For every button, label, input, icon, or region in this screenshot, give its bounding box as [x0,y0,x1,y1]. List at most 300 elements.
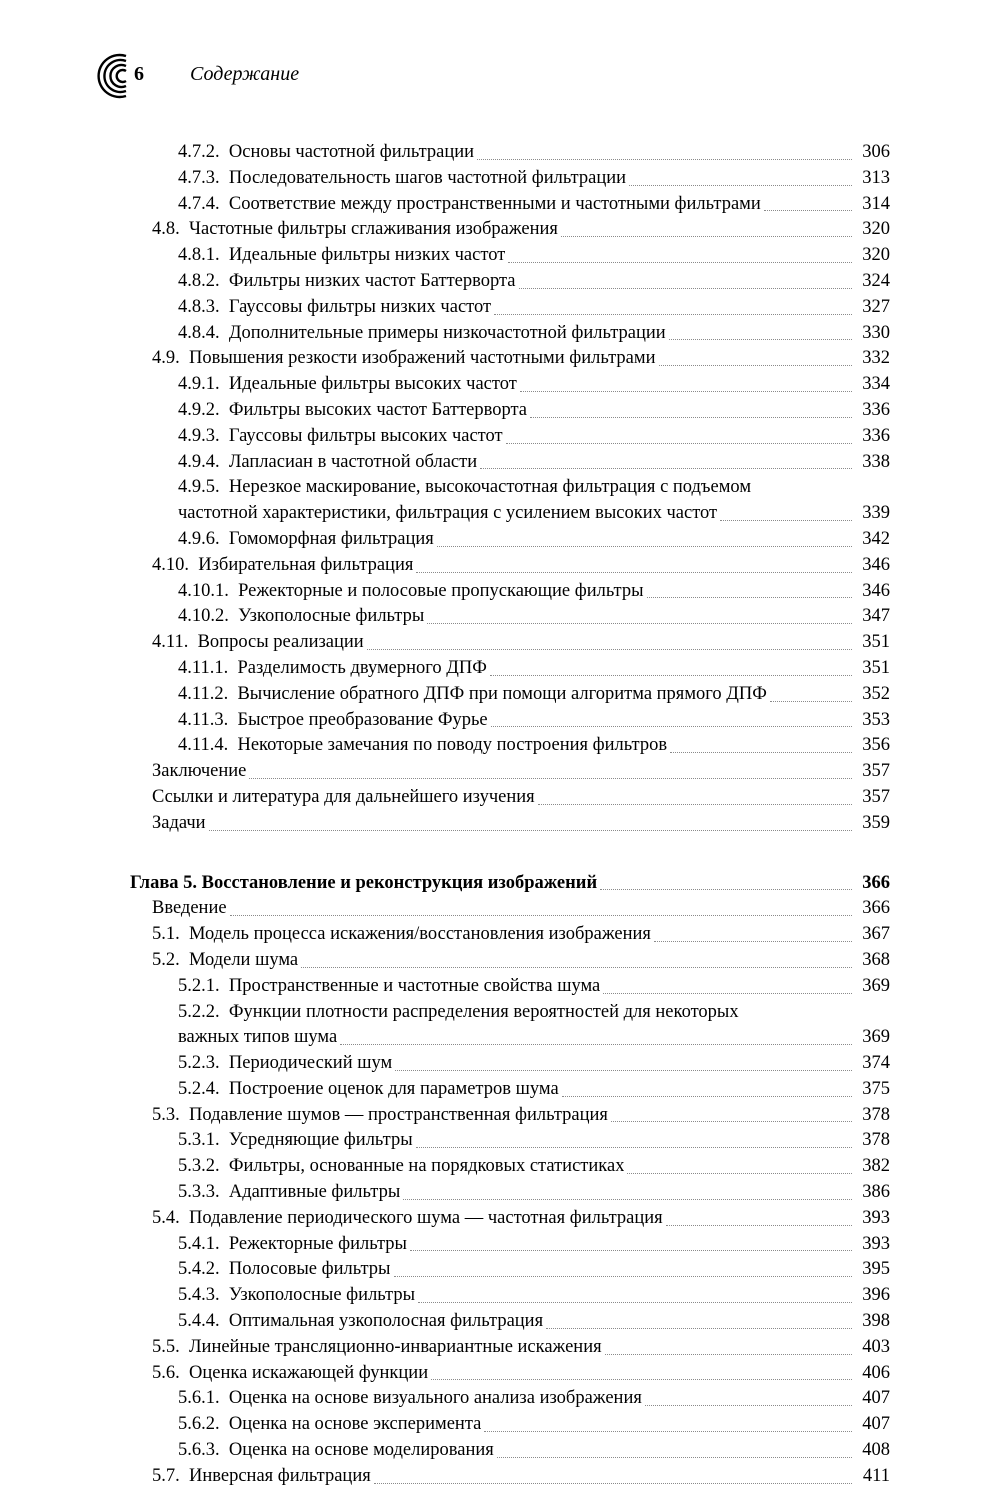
toc-page-number: 332 [862,348,890,369]
toc-entry-label [152,759,246,785]
toc-entry[interactable] [152,948,890,974]
toc-leader-dots [367,648,852,650]
toc-entry-text: Нерезкое маскирование, высокочастотная фильтрация с подъемом [228,477,752,498]
toc-entry-number: 4.11.3. [178,709,238,730]
toc-entry-text: Дополнительные примеры низкочастотной фильтрации [228,322,666,343]
toc-page-number: 336 [862,425,890,446]
toc-entry-number: 5.3.3. [178,1182,229,1203]
toc-entry-label [152,785,535,811]
toc-entry-label [152,922,651,948]
toc-entry-label [178,1051,392,1077]
toc-leader-dots [477,158,852,160]
toc-entry-label [152,1464,371,1490]
toc-entry-number: 5.3. [152,1104,189,1125]
toc-entry-text: Некоторые замечания по поводу построения фильтров [237,735,668,756]
toc-entry-label [178,1283,415,1309]
toc-entry-number: 4.8.4. [178,322,229,343]
toc-entry-text: Глава 5. Восстановление и реконструкция изображений [130,872,598,893]
toc-entry-label [178,527,434,553]
toc-entry[interactable] [178,398,890,424]
toc-leader-dots [770,700,852,702]
toc-leader-dots [627,1172,852,1174]
toc-entry-label [152,1103,608,1129]
toc-entry-number: 5.4.2. [178,1259,229,1280]
toc-entry[interactable] [178,1025,890,1051]
toc-entry-text: важных типов шума [178,1027,338,1048]
toc-entry[interactable] [178,475,890,501]
toc-entry[interactable] [178,974,890,1000]
toc-entry-label [178,321,666,347]
toc-entry-label [178,1077,559,1103]
toc-entry[interactable] [178,424,890,450]
toc-leader-dots [506,442,852,444]
toc-entry-label [178,372,517,398]
toc-entry-number: 5.2.4. [178,1078,229,1099]
toc-entry[interactable] [178,450,890,476]
toc-entry-number: 4.11.4. [178,735,238,756]
toc-page-number: 327 [862,296,890,317]
toc-entry-text: Быстрое преобразование Фурье [237,709,488,730]
toc-entry-number: 4.9.4. [178,451,229,472]
toc-entry-number: 5.4. [152,1207,189,1228]
toc-page-number: 351 [862,632,890,653]
toc-page-number: 347 [862,606,890,627]
toc-entry[interactable] [178,1386,890,1412]
toc-page-number: 338 [862,451,890,472]
page-number: 6 [134,63,144,85]
toc-entry-label [178,656,487,682]
toc-entry[interactable] [178,656,890,682]
toc-entry-label [178,450,477,476]
toc-entry-label [152,1206,663,1232]
toc-page-number: 393 [862,1233,890,1254]
toc-page-number: 378 [862,1130,890,1151]
toc-entry-label [178,974,600,1000]
toc-entry-label [178,295,491,321]
toc-entry-number: 5.2.1. [178,975,229,996]
toc-entry-text: Линейные трансляционно-инвариантные искажения [189,1336,602,1357]
toc-entry-text: Ссылки и литература для дальнейшего изучения [152,786,535,807]
toc-page-number: 386 [862,1182,890,1203]
toc-entry-number: 4.8.1. [178,245,229,266]
toc-leader-dots [416,1146,852,1148]
toc-entry-label [152,1335,602,1361]
toc-entry-number: 5.6.1. [178,1388,229,1409]
toc-page-number: 357 [862,786,890,807]
toc-entry-text: Введение [152,898,227,919]
toc-entry[interactable] [178,1309,890,1335]
toc-entry-text: Режекторные и полосовые пропускающие фильтры [238,580,644,601]
toc-entry-number: 5.7. [152,1465,189,1486]
toc-entry[interactable] [178,1412,890,1438]
toc-leader-dots [603,992,852,994]
toc-leader-dots [605,1353,852,1355]
toc-entry-label [178,501,717,527]
toc-page-number: 313 [862,167,890,188]
toc-leader-dots [484,1430,852,1432]
toc-entry-label [178,1386,642,1412]
toc-entry[interactable] [178,243,890,269]
toc-entry[interactable] [178,1051,890,1077]
toc-leader-dots [600,888,852,890]
toc-entry-number: 4.9.2. [178,399,229,420]
toc-entry-number: 5.2. [152,949,189,970]
toc-entry-number: 5.2.3. [178,1053,229,1074]
toc-entry-number: 5.1. [152,924,189,945]
toc-leader-dots [629,184,852,186]
toc-entry-label [178,579,644,605]
toc-entry-text: Фильтры, основанные на порядковых статистиках [228,1156,625,1177]
toc-page-number: 395 [862,1259,890,1280]
toc-page-number: 320 [862,245,890,266]
toc-leader-dots [611,1120,852,1122]
toc-entry-text: Частотные фильтры сглаживания изображения [189,219,558,240]
toc-entry[interactable] [178,295,890,321]
toc-entry[interactable] [152,785,890,811]
toc-entry-text: Лапласиан в частотной области [228,451,478,472]
toc-entry[interactable] [178,1180,890,1206]
toc-leader-dots [230,914,852,916]
toc-entry-text: Функции плотности распределения вероятностей для некоторых [228,1001,739,1022]
toc-entry-label [178,1309,543,1335]
toc-leader-dots [427,622,852,624]
toc-entry[interactable] [152,1335,890,1361]
toc-entry-text: Гауссовы фильтры высоких частот [228,425,503,446]
toc-page-number: 342 [862,528,890,549]
table-of-contents [130,140,890,1490]
toc-entry-text: Вопросы реализации [197,632,364,653]
toc-entry-label [178,192,761,218]
toc-entry-number: 4.8.3. [178,296,229,317]
toc-entry-label [178,398,527,424]
toc-entry-text: Модель процесса искажения/восстановления изображения [189,924,651,945]
toc-leader-dots [394,1275,853,1277]
toc-page-number: 314 [862,193,890,214]
toc-page-number: 396 [862,1285,890,1306]
toc-entry[interactable] [152,1464,890,1490]
section-gap [130,837,890,871]
toc-entry-number: 5.6.3. [178,1440,229,1461]
toc-page-number: 403 [862,1336,890,1357]
toc-entry-text: Идеальные фильтры высоких частот [228,374,517,395]
toc-entry-label [178,1257,391,1283]
toc-page-number: 369 [862,1027,890,1048]
toc-entry-text: Заключение [152,761,247,782]
toc-entry-text: Оценка искажающей функции [189,1362,429,1383]
toc-entry[interactable] [178,1438,890,1464]
toc-entry-number: 5.3.2. [178,1156,229,1177]
toc-entry[interactable] [152,811,890,837]
toc-entry-number: 4.8. [152,219,189,240]
toc-entry-text: Идеальные фильтры низких частот [228,245,506,266]
toc-entry-label [178,1412,481,1438]
toc-page-number: 374 [862,1053,890,1074]
toc-leader-dots [520,390,852,392]
toc-page-number: 398 [862,1311,890,1332]
toc-entry-text: Модели шума [189,949,299,970]
toc-leader-dots [480,467,852,469]
toc-leader-dots [340,1043,852,1045]
toc-entry-text: Избирательная фильтрация [198,554,414,575]
toc-entry-text: Последовательность шагов частотной фильтрации [228,167,627,188]
toc-entry-number: 4.11.1. [178,657,238,678]
toc-page-number: 357 [862,761,890,782]
toc-page-number: 320 [862,219,890,240]
toc-entry-label [178,1154,624,1180]
toc-page-number: 378 [862,1104,890,1125]
toc-entry-number: 4.10.2. [178,606,239,627]
toc-entry-text: Повышения резкости изображений частотными фильтрами [189,348,656,369]
toc-leader-dots [654,940,852,942]
toc-entry[interactable] [152,346,890,372]
toc-leader-dots [764,209,852,211]
toc-page-number: 306 [862,142,890,162]
toc-page-number: 375 [862,1078,890,1099]
toc-leader-dots [647,596,852,598]
toc-entry-label [152,896,227,922]
toc-entry-text: Фильтры высоких частот Баттерворта [228,399,528,420]
toc-page-number: 352 [862,683,890,704]
toc-leader-dots [670,751,852,753]
toc-entry-label [178,424,503,450]
toc-entry-number: 5.6. [152,1362,189,1383]
toc-entry-text: Узкополосные фильтры [238,606,425,627]
toc-leader-dots [410,1249,852,1251]
toc-entry-text: Пространственные и частотные свойства шума [228,975,601,996]
toc-entry-text: частотной характеристики, фильтрация с усилением высоких частот [178,503,718,524]
toc-page-number: 346 [862,554,890,575]
toc-entry[interactable] [152,1361,890,1387]
toc-entry-number: 4.10. [152,554,199,575]
toc-entry-number: 4.7.3. [178,167,229,188]
toc-page-number: 393 [862,1207,890,1228]
toc-entry-number: 4.11. [152,632,198,653]
toc-leader-dots [508,261,852,263]
toc-entry[interactable] [152,759,890,785]
toc-page-number: 367 [862,924,890,945]
toc-entry-number: 5.5. [152,1336,189,1357]
toc-entry[interactable] [178,1154,890,1180]
toc-leader-dots [491,725,852,727]
toc-entry[interactable] [152,1206,890,1232]
toc-leader-dots [249,777,852,779]
toc-entry[interactable] [152,896,890,922]
toc-leader-dots [669,338,852,340]
toc-entry[interactable] [152,922,890,948]
toc-entry-label [178,708,488,734]
toc-entry[interactable] [178,1000,890,1026]
toc-entry-number: 5.2.2. [178,1001,229,1022]
toc-page-number: 351 [862,657,890,678]
toc-entry-text: Оценка на основе визуального анализа изображения [228,1388,642,1409]
toc-leader-dots [494,313,852,315]
page-header [96,52,856,112]
toc-entry[interactable] [152,630,890,656]
toc-leader-dots [403,1198,852,1200]
toc-leader-dots [416,571,852,573]
toc-entry-number: 5.4.3. [178,1285,229,1306]
toc-entry-label [152,346,656,372]
toc-entry[interactable] [178,708,890,734]
toc-entry[interactable] [178,733,890,759]
toc-entry-number: 4.9.3. [178,425,229,446]
toc-page-number: 411 [862,1465,890,1486]
toc-leader-dots [645,1404,852,1406]
toc-page-number: 359 [862,812,890,833]
toc-entry-text: Оценка на основе моделирования [228,1440,494,1461]
toc-entry-label [178,1438,494,1464]
toc-entry-text: Соответствие между пространственными и частотными фильтрами [228,193,761,214]
toc-entry-number: 4.10.1. [178,580,239,601]
toc-entry-text: Усредняющие фильтры [228,1130,413,1151]
toc-leader-dots [301,966,852,968]
toc-page-number: 408 [862,1440,890,1461]
toc-entry[interactable] [178,1283,890,1309]
toc-entry-text: Периодический шум [228,1053,393,1074]
toc-entry[interactable] [178,1232,890,1258]
toc-entry-number: 4.7.4. [178,193,229,214]
toc-entry-label [178,1025,337,1051]
toc-entry-text: Полосовые фильтры [228,1259,391,1280]
toc-entry[interactable] [178,527,890,553]
toc-leader-dots [659,364,853,366]
toc-entry-text: Режекторные фильтры [228,1233,407,1254]
toc-entry-number: 5.6.2. [178,1414,229,1435]
toc-entry-text: Инверсная фильтрация [189,1465,371,1486]
toc-entry-number: 4.7.2. [178,142,229,162]
toc-leader-dots [437,545,852,547]
toc-entry-text: Фильтры низких частот Баттерворта [228,270,516,291]
toc-entry-number: 5.4.4. [178,1311,229,1332]
toc-entry-label [178,1000,739,1026]
toc-entry-label [178,166,626,192]
toc-entry-label [178,604,424,630]
toc-entry-text: Построение оценок для параметров шума [228,1078,559,1099]
toc-entry-text: Гауссовы фильтры низких частот [228,296,492,317]
toc-entry-number: 4.9.6. [178,528,229,549]
toc-entry-label [178,140,474,166]
toc-entry[interactable] [178,604,890,630]
toc-entry-number: 4.8.2. [178,270,229,291]
toc-entry[interactable] [178,1077,890,1103]
toc-page-number: 324 [862,270,890,291]
toc-entry-label [152,217,558,243]
toc-entry[interactable] [152,217,890,243]
toc-page-number: 407 [862,1388,890,1409]
toc-entry[interactable] [178,321,890,347]
toc-entry-text: Оценка на основе эксперимента [228,1414,482,1435]
toc-entry-text: Адаптивные фильтры [228,1182,401,1203]
toc-entry-label [152,948,298,974]
toc-leader-dots [395,1069,852,1071]
toc-chapter-entry[interactable] [130,871,890,897]
toc-leader-dots [418,1301,852,1303]
toc-entry[interactable] [178,372,890,398]
toc-entry-text: Подавление шумов — пространственная фильтрация [189,1104,608,1125]
toc-leader-dots [374,1482,852,1484]
toc-leader-dots [538,803,852,805]
toc-leader-dots [530,416,852,418]
toc-entry-text: Гомоморфная фильтрация [228,528,434,549]
toc-entry-text: Основы частотной фильтрации [228,142,475,162]
page-title: Содержание [190,63,300,85]
toc-page-number: 339 [862,503,890,524]
toc-entry[interactable] [152,553,890,579]
toc-leader-dots [562,1095,852,1097]
toc-entry-text: Задачи [152,812,206,833]
toc-entry-number: 4.11.2. [178,683,238,704]
toc-entry[interactable] [178,501,890,527]
toc-leader-dots [546,1327,852,1329]
toc-leader-dots [561,235,852,237]
toc-page-number: 366 [862,872,890,893]
toc-entry-label [178,243,505,269]
toc-entry-number: 4.9.5. [178,477,229,498]
toc-entry-text: Разделимость двумерного ДПФ [237,657,487,678]
toc-entry-label [178,1180,400,1206]
toc-entry[interactable] [178,1128,890,1154]
toc-leader-dots [666,1224,852,1226]
toc-page-number: 382 [862,1156,890,1177]
toc-entry-label [178,475,751,501]
toc-leader-dots [497,1456,852,1458]
toc-entry-label [178,269,516,295]
toc-entry-label [152,1361,428,1387]
toc-page-number: 330 [862,322,890,343]
toc-entry-label [152,630,364,656]
toc-page-number: 366 [862,898,890,919]
toc-entry-number: 4.9.1. [178,374,229,395]
toc-entry-label [178,733,667,759]
toc-entry[interactable] [178,166,890,192]
toc-page-number: 407 [862,1414,890,1435]
toc-page-number: 369 [862,975,890,996]
toc-entry[interactable] [178,269,890,295]
toc-entry-label [152,553,413,579]
toc-entry[interactable] [178,682,890,708]
toc-page-number: 336 [862,399,890,420]
toc-page-number: 346 [862,580,890,601]
toc-entry[interactable] [178,192,890,218]
toc-entry-number: 5.3.1. [178,1130,229,1151]
toc-page-number: 334 [862,374,890,395]
toc-entry[interactable] [152,1103,890,1129]
toc-entry-number: 5.4.1. [178,1233,229,1254]
toc-leader-dots [720,519,852,521]
toc-entry-label [130,871,597,897]
toc-entry[interactable] [178,579,890,605]
toc-entry[interactable] [178,1257,890,1283]
toc-entry-label [178,1232,407,1258]
toc-leader-dots [519,287,853,289]
toc-leader-dots [490,674,852,676]
toc-leader-dots [431,1378,852,1380]
toc-entry-text: Вычисление обратного ДПФ при помощи алгоритма прямого ДПФ [237,683,767,704]
toc-entry-number: 4.9. [152,348,189,369]
toc-page-number: 406 [862,1362,890,1383]
toc-entry-label [152,811,206,837]
toc-page-number: 368 [862,949,890,970]
toc-entry[interactable] [178,140,890,166]
toc-entry-label [178,1128,413,1154]
toc-page-number: 353 [862,709,890,730]
toc-entry-text: Узкополосные фильтры [228,1285,416,1306]
toc-entry-label [178,682,767,708]
toc-page-number: 356 [862,735,890,756]
toc-entry-text: Оптимальная узкополосная фильтрация [228,1311,544,1332]
toc-entry-text: Подавление периодического шума — частотная фильтрация [189,1207,663,1228]
toc-leader-dots [209,829,852,831]
